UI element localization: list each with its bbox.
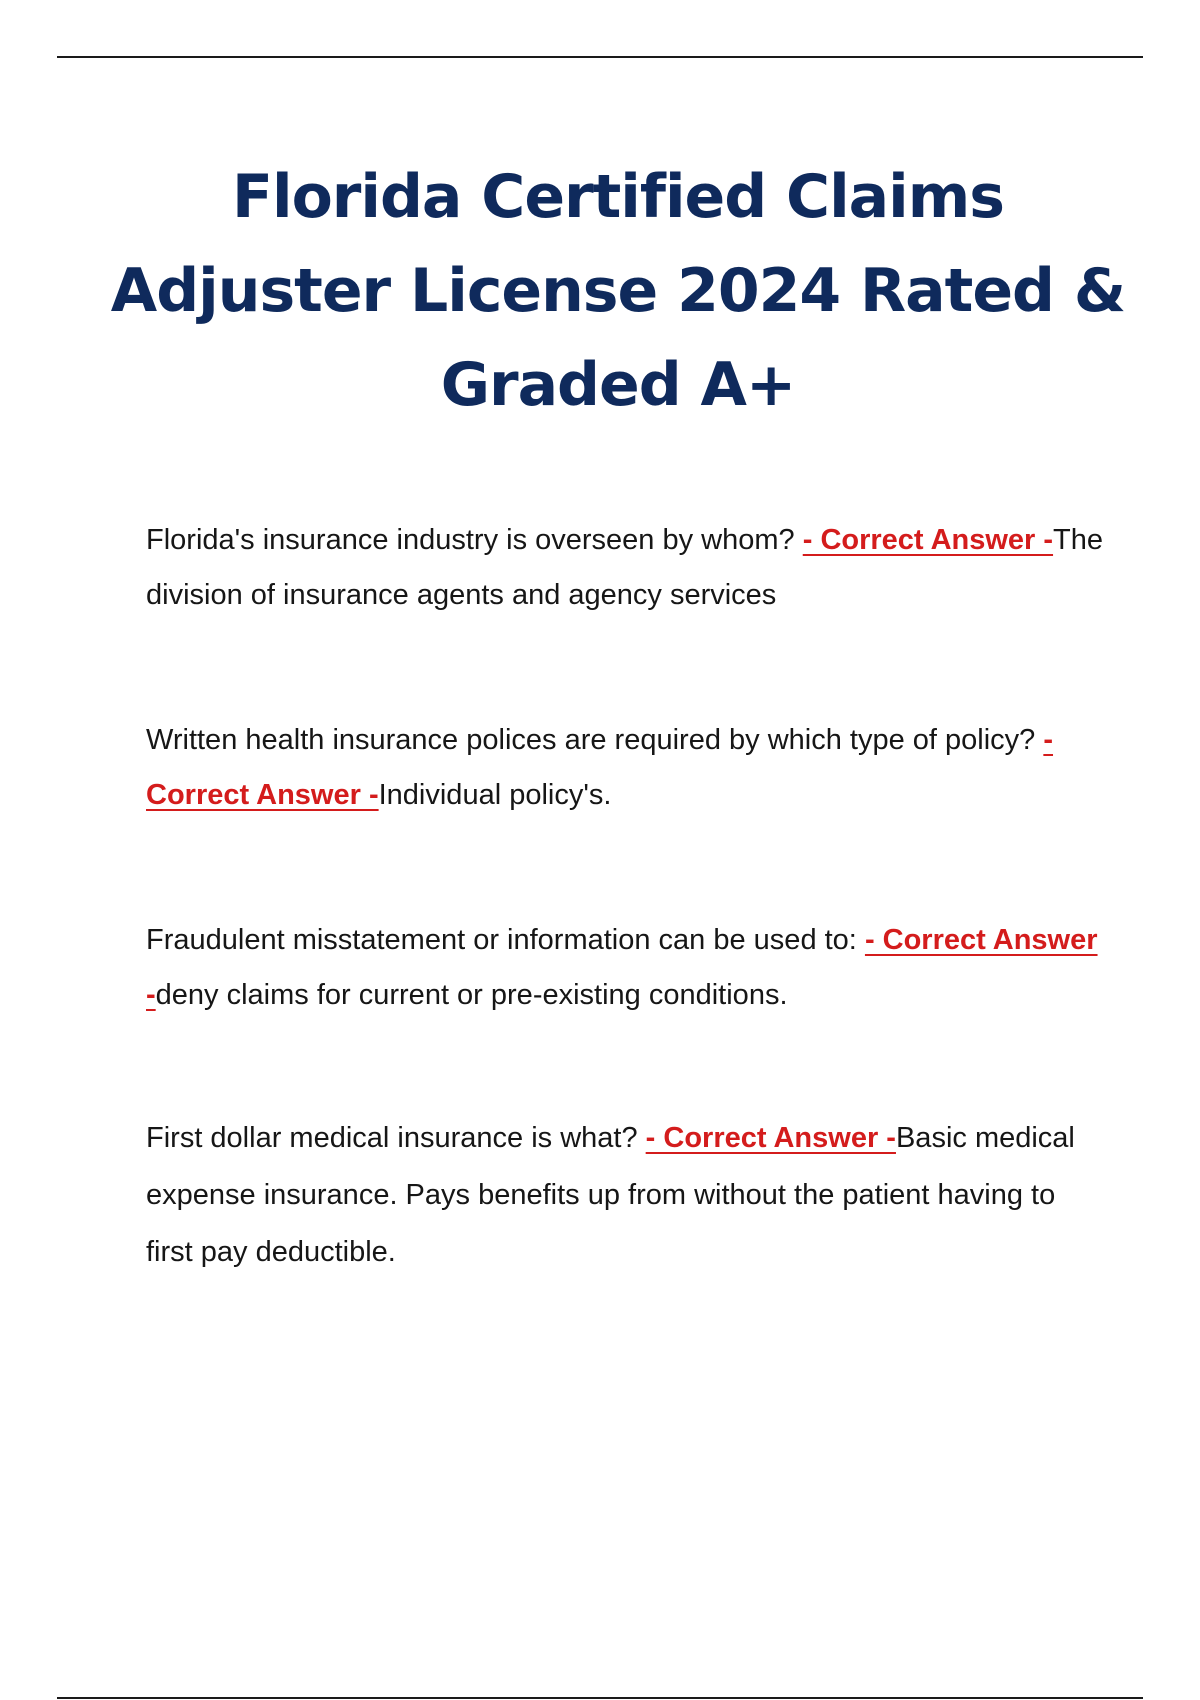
top-rule (57, 56, 1143, 58)
qa-item (146, 1110, 1106, 1281)
question-text: Fraudulent misstatement or information can be used to: (146, 924, 857, 956)
answer-text: Individual policy's. (378, 779, 612, 811)
answer-text: deny claims for current or pre-existing conditions. (155, 979, 788, 1011)
correct-answer-label: - Correct Answer - (645, 1122, 896, 1154)
answer-text: Basic medical expense insurance. Pays benefits up from without the patient having to first pay deductible. (146, 1122, 1075, 1268)
question-text: First dollar medical insurance is what? (146, 1122, 638, 1154)
qa-item (146, 913, 1106, 1023)
correct-answer-label: - Correct Answer - (802, 524, 1054, 556)
correct-answer-label: - Correct Answer - (146, 724, 1054, 811)
qa-item (146, 513, 1106, 623)
question-text: Written health insurance polices are required by which type of policy? (146, 724, 1036, 756)
question-text: Florida's insurance industry is overseen by whom? (146, 524, 795, 556)
qa-item (146, 713, 1106, 823)
correct-answer-label: - Correct Answer - (146, 924, 1098, 1011)
document-title: Florida Certified Claims Adjuster License 2024 Rated & Graded A+ (110, 162, 1126, 420)
bottom-rule (57, 1697, 1143, 1699)
answer-text: The division of insurance agents and agency services (146, 524, 1104, 611)
